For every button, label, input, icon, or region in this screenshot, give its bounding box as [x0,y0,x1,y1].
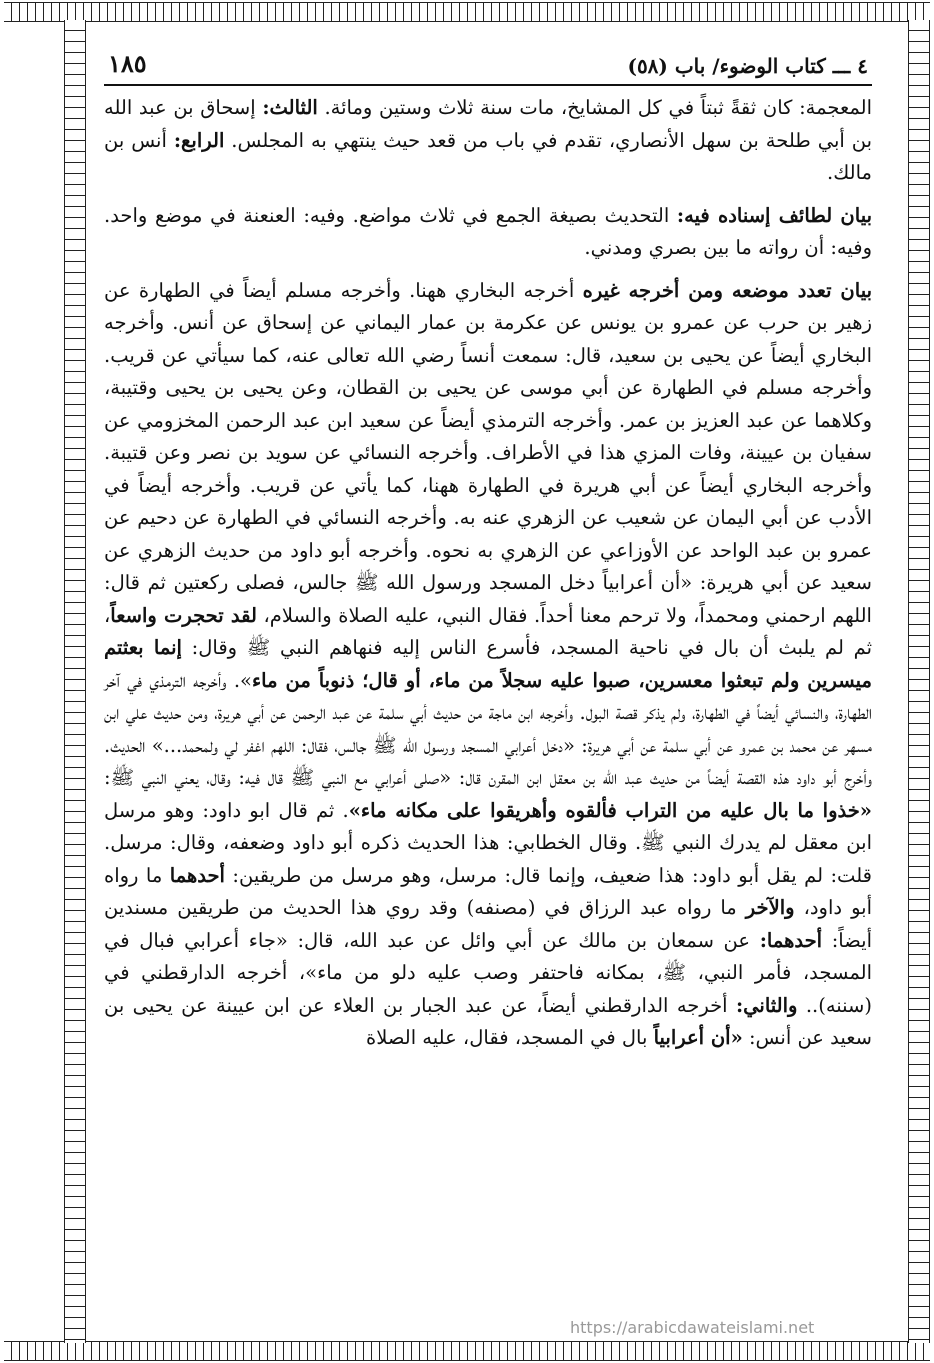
text-run: بال في المسجد، فقال، عليه الصلاة [365,1026,654,1049]
bold-text-run: والآخر [745,896,795,919]
text-run: إسحاق بن عبد الله بن أبي طلحة بن سهل الأنصاري، تقدم في باب من قعد حيث ينتهي به المجلس. [104,96,872,152]
text-run: التحديث بصيغة الجمع في ثلاث مواضع. وفيه: العنعنة في موضع واحد. وفيه: أن رواته ما بين بصري ومدني. [104,203,872,259]
text-run: أنس بن مالك. [104,128,872,184]
bold-text-run: الرابع: [173,128,225,152]
text-run: ». وأخرجه الترمذي في آخر الطهارة، والنسائي أيضاً في الطهارة، ولم يذكر قصة البول. وأخرجه ابن ماجة من حديث أبي سلمة عن عبد الرحمن عن أبي هريرة، ومن حديث علي ابن مسهر عن محمد بن عمرو عن أبي سلمة عن أبي هريرة: «دخل أعرابي المسجد ورسول الله ﷺ جالس، فقال: اللهم اغفر لي ولمحمد...» الحديث. وأخرج أبو داود هذه القصة أيضاً من حديث عبد الله بن معقل ابن المقرن قال: «صلى أعرابي مع النبي ﷺ قال فيه: وقال، يعني النبي ﷺ: [104,668,872,789]
text-run: . ثم قال ابو داود: وهو مرسل ابن معقل لم يدرك النبي ﷺ. وقال الخطابي: هذا الحديث ذكره أبو داود وضعفه، وقال: مرسل. قلت: لم يقل أبو داود: هذا ضعيف، وإنما قال: مرسل، وهو مرسل من طريقين: [104,798,872,887]
paragraph [104,200,872,265]
body-text [104,92,872,1055]
page-number: ١٨٥ [108,49,147,78]
bold-text-run: «أن أعرابياً [653,1026,743,1049]
border-right-ornament [908,20,930,1343]
text-run: ، ثم لم يلبث أن بال في ناحية المسجد، فأسرع الناس إليه فنهاهم النبي ﷺ وقال: [104,603,873,659]
paragraph [104,92,872,190]
border-top-ornament [4,2,930,22]
bold-text-run: «خذوا ما بال عليه من التراب فألقوه وأهريقوا على مكانه ماء» [348,798,872,822]
bold-text-run: بيان تعدد موضعه ومن أخرجه غيره [582,278,873,302]
watermark-url: https://arabicdawateislami.net [566,1318,818,1337]
paragraph [104,275,872,1055]
bold-text-run: أحدهما: [759,928,823,952]
text-run: ما رواه أبو داود، [104,863,872,919]
bold-text-run: إنما بعثتم ميسرين ولم تبعثوا معسرين، صبوا عليه سجلاً من ماء، أو قال؛ ذنوباً من ماء [104,636,872,692]
bold-text-run: أحدهما [169,863,225,887]
bold-text-run: الثالث: [262,96,318,119]
chapter-title: ٤ ـــ كتاب الوضوء/ باب (٥٨) [627,54,868,78]
text-run: ما رواه عبد الرزاق في (مصنفه) وقد روي هذا الحديث من طريقين مسندين أيضاً: [104,896,872,952]
text-run: أخرجه البخاري ههنا. وأخرجه مسلم أيضاً في الطهارة عن زهير بن حرب عن عمرو بن يونس عن عكرمة بن عمار اليماني عن إسحاق عن أنس. وأخرجه البخاري أيضاً عن يحيى بن سعيد، قال: سمعت أنساً رضي الله تعالى عنه، كما سيأتي عن قريب. وأخرجه مسلم في الطهارة عن أبي موسى عن يحيى بن القطان، وعن يحيى بن يحيى وقتيبة، وكلاهما عن عبد العزيز بن عمر. وأخرجه الترمذي أيضاً عن سعيد ابن عبد الرحمن المخزومي عن سفيان بن عيينة، وفات المزي هذا في الأطراف. وأخرجه النسائي عن سويد بن نصر وعن قتيبة. وأخرجه البخاري أيضاً عن أبي هريرة في الطهارة ههنا، كما يأتي عن قريب. وأخرجه أيضاً في الأدب عن أبي اليمان عن شعيب عن الزهري عنه به. وأخرجه النسائي في الطهارة عن دحيم عن عمرو بن عبد الواحد عن الأوزاعي عن الزهري به نحوه. وأخرجه أبو داود من حديث الزهري عن سعيد عن أبي هريرة: «أن أعرابياً دخل المسجد ورسول الله ﷺ جالس، فصلى ركعتين ثم قال: اللهم ارحمني ومحمداً، ولا ترحم معنا أحداً. فقال النبي، عليه الصلاة والسلام، [104,278,872,627]
bold-text-run: بيان لطائف إسناده فيه: [676,203,873,227]
page-header [104,40,872,86]
border-left-ornament [64,20,86,1343]
text-run: عن سمعان بن مالك عن أبي وائل عن عبد الله، قال: «جاء أعرابي فبال في المسجد، فأمر النبي، ﷺ، بمكانه فاحتفر وصب عليه دلو من ماء»، أخرجه الدارقطني في (سننه).. [104,928,872,1017]
text-run: أخرجه الدارقطني أيضاً، عن عبد الجبار بن العلاء عن ابن عيينة عن يحيى بن سعيد عن أنس: [104,993,872,1049]
bold-text-run: والثاني: [735,993,798,1017]
border-bottom-ornament [4,1341,930,1361]
book-page [104,40,872,1331]
bold-text-run: لقد تحجرت واسعاً [110,603,257,627]
text-run: المعجمة: كان ثقةً ثبتاً في كل المشايخ، مات سنة ثلاث وستين ومائة. [317,96,872,119]
